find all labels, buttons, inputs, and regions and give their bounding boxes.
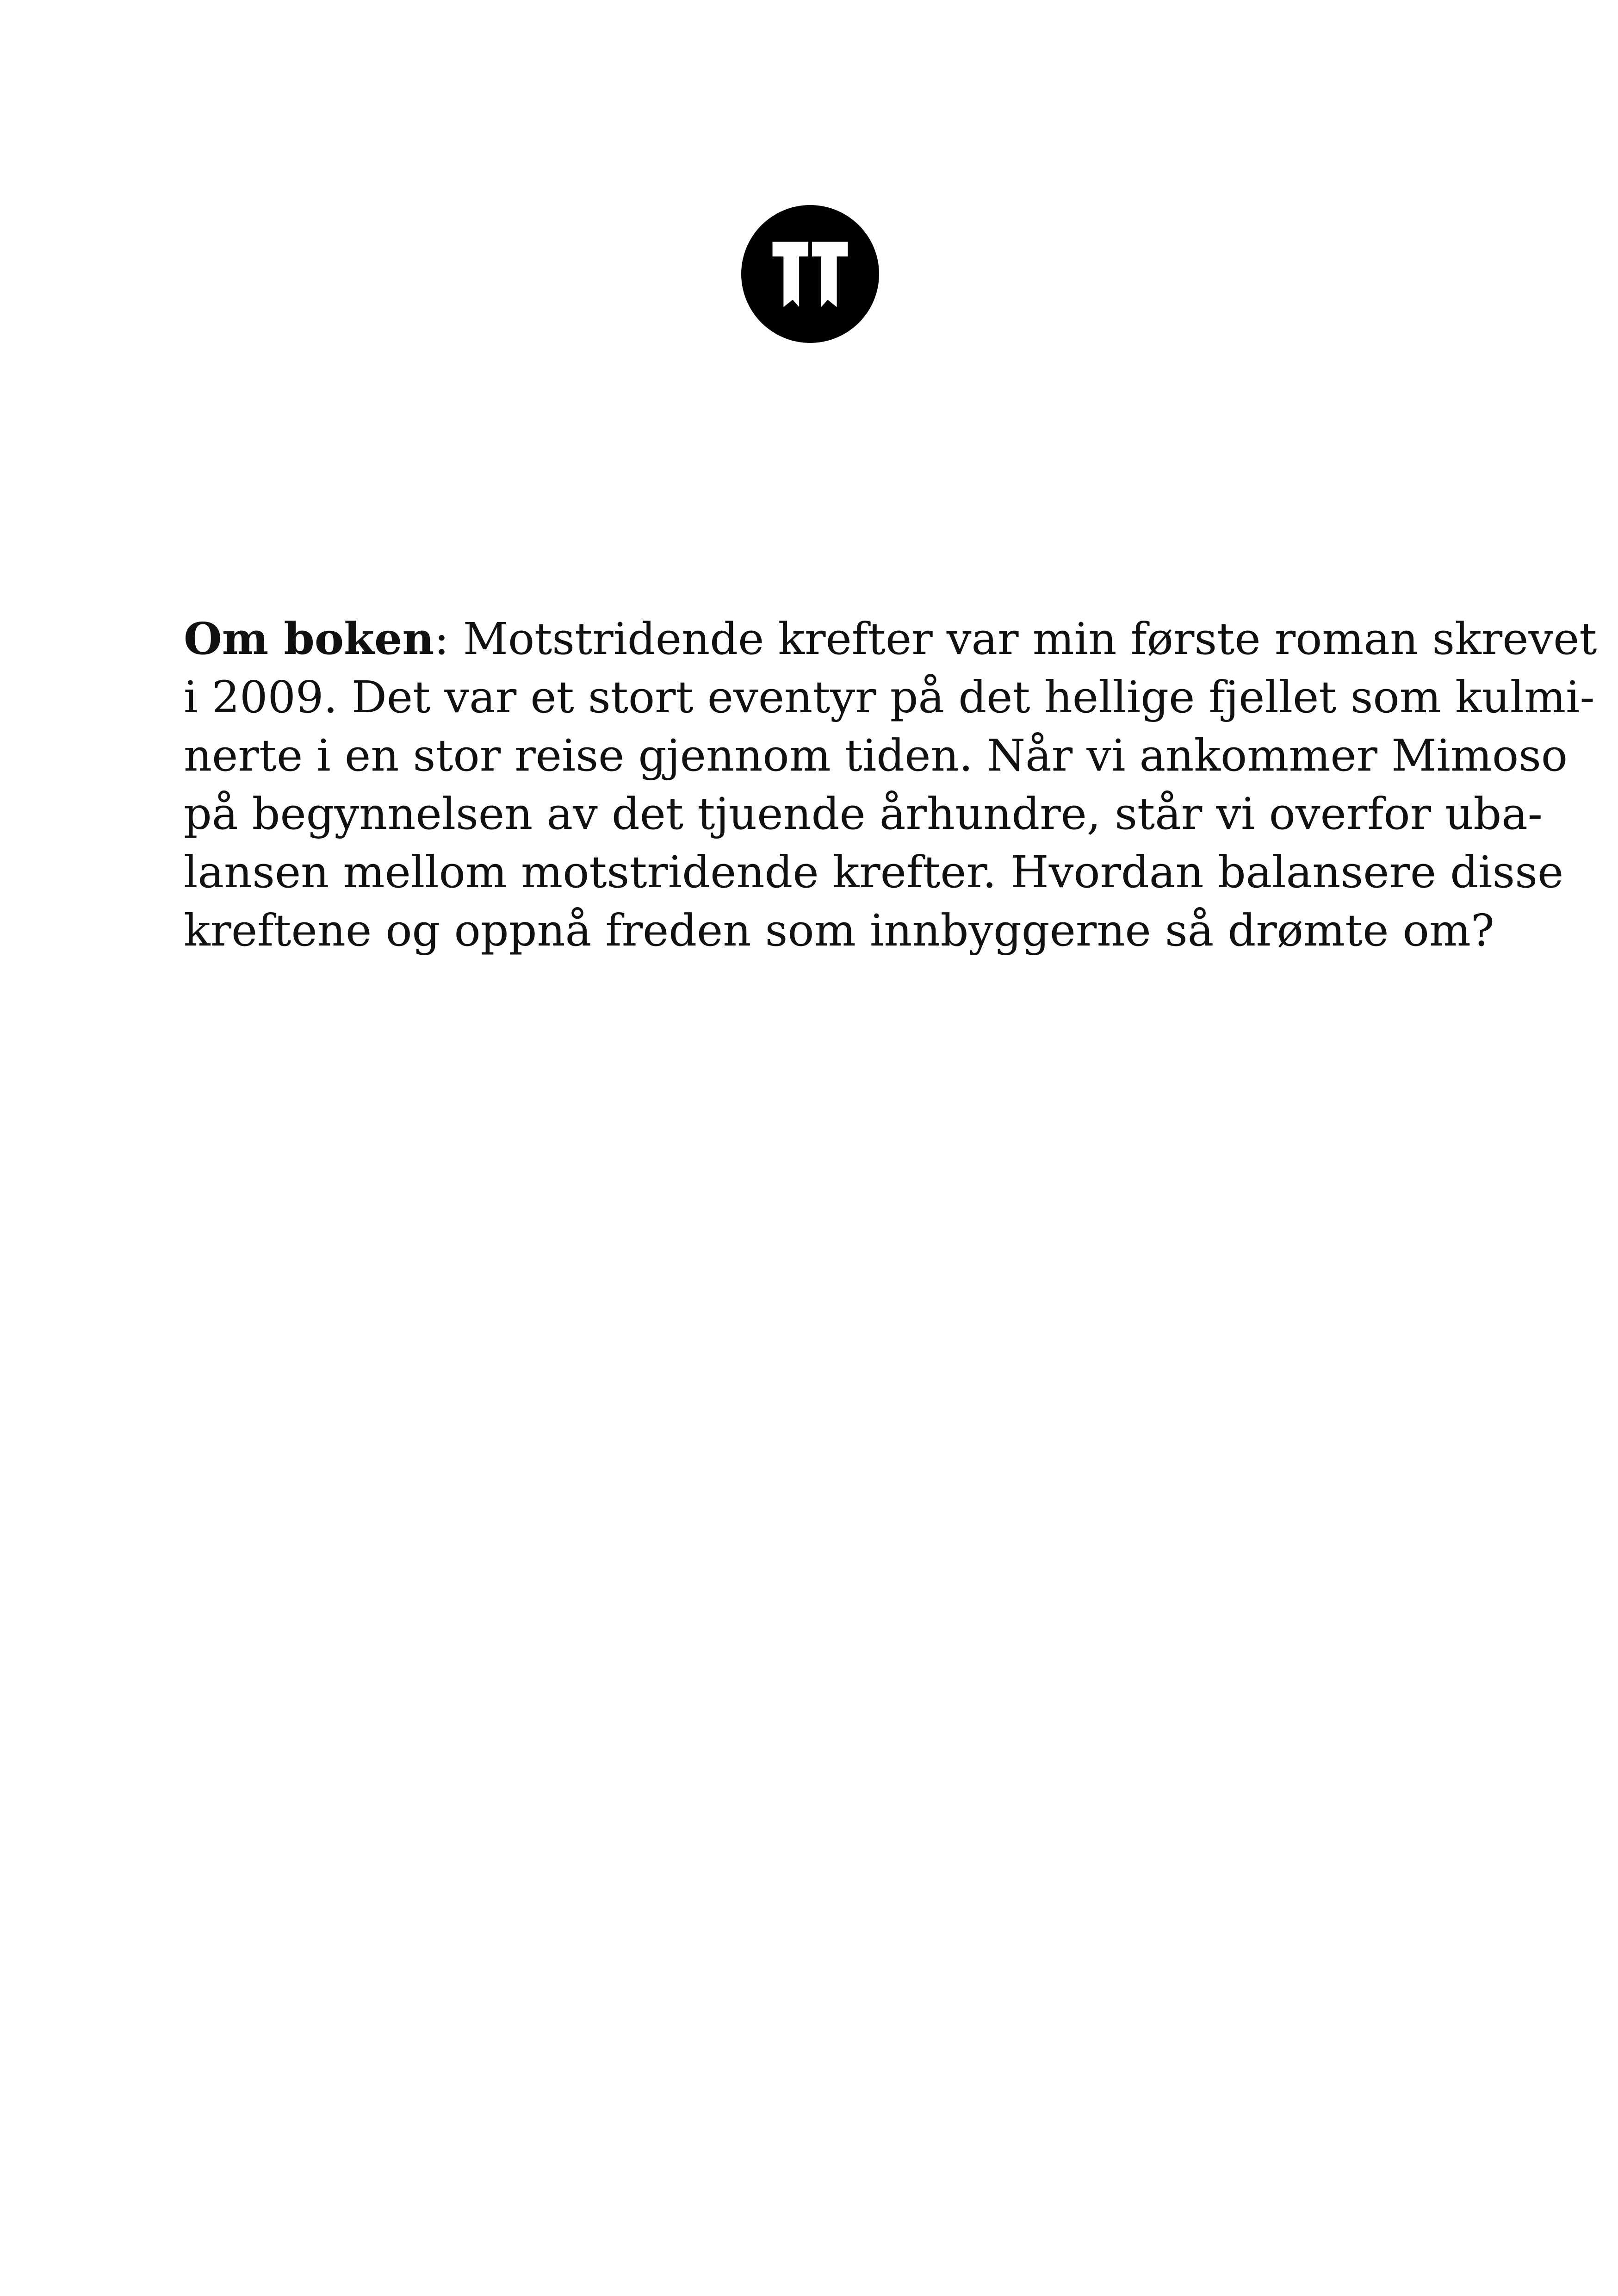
description-line-2: i 2009. Det var et stort eventyr på det hellige fjellet som kulmi- bbox=[184, 672, 1595, 723]
description-line-3: nerte i en stor reise gjennom tiden. Når vi ankommer Mimoso bbox=[184, 730, 1568, 781]
description-line-4: på begynnelsen av det tjuende århundre, står vi overfor uba- bbox=[184, 789, 1543, 840]
description-label: Om boken bbox=[184, 613, 434, 665]
description-line-6: kreftene og oppnå freden som innbyggerne så drømte om? bbox=[184, 905, 1494, 956]
book-description bbox=[184, 610, 1597, 960]
publisher-logo-icon bbox=[741, 205, 879, 343]
description-line-1: Om boken: Motstridende krefter var min første roman skrevet bbox=[184, 613, 1597, 665]
description-line-5: lansen mellom motstridende krefter. Hvordan balansere disse bbox=[184, 847, 1564, 898]
